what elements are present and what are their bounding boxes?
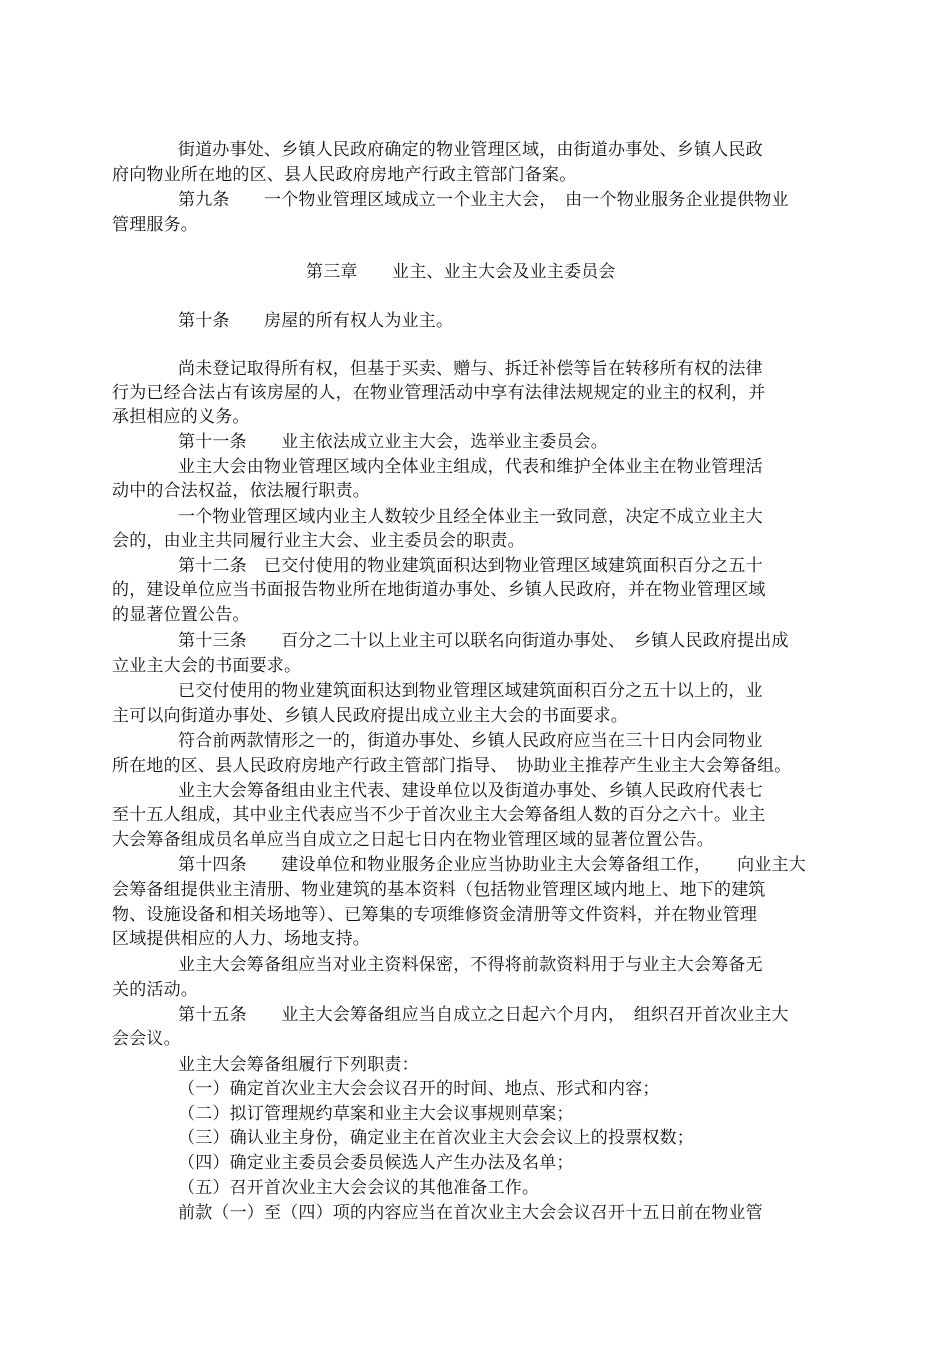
body-line: 尚未登记取得所有权，但基于买卖、赠与、拆迁补偿等旨在转移所有权的法律 xyxy=(178,359,763,379)
body-line: 会筹备组提供业主清册、物业建筑的基本资料（包括物业管理区域内地上、地下的建筑 xyxy=(112,880,766,900)
article-heading-line: 第九条 一个物业管理区域成立一个业主大会， 由一个物业服务企业提供物业 xyxy=(178,190,789,210)
body-line: 关的活动。 xyxy=(112,980,198,1000)
body-line: 业主大会筹备组应当对业主资料保密，不得将前款资料用于与业主大会筹备无 xyxy=(178,955,763,975)
body-line: 主可以向街道办事处、乡镇人民政府提出成立业主大会的书面要求。 xyxy=(112,706,628,726)
list-item: （四）确定业主委员会委员候选人产生办法及名单； xyxy=(178,1153,574,1173)
body-line: 的，建设单位应当书面报告物业所在地街道办事处、乡镇人民政府，并在物业管理区域 xyxy=(112,580,766,600)
body-line: 物、设施设备和相关场地等）、已筹集的专项维修资金清册等文件资料，并在物业管理 xyxy=(112,905,758,925)
chapter-title: 第三章 业主、业主大会及业主委员会 xyxy=(306,262,616,282)
body-line: 至十五人组成，其中业主代表应当不少于首次业主大会筹备组人数的百分之六十。业主 xyxy=(112,805,766,825)
body-line: 区域提供相应的人力、场地支持。 xyxy=(112,929,370,949)
article-heading-line: 第十二条 已交付使用的物业建筑面积达到物业管理区域建筑面积百分之五十 xyxy=(178,556,763,576)
article-heading-line: 第十条 房屋的所有权人为业主。 xyxy=(178,311,454,331)
body-line: 业主大会由物业管理区域内全体业主组成，代表和维护全体业主在物业管理活 xyxy=(178,457,763,477)
list-item: （二）拟订管理规约草案和业主大会议事规则草案； xyxy=(178,1104,574,1124)
body-line: 业主大会筹备组由业主代表、建设单位以及街道办事处、乡镇人民政府代表七 xyxy=(178,781,763,801)
body-line: 街道办事处、乡镇人民政府确定的物业管理区域，由街道办事处、乡镇人民政 xyxy=(178,140,763,160)
body-line: 动中的合法权益，依法履行职责。 xyxy=(112,481,370,501)
body-line: 立业主大会的书面要求。 xyxy=(112,656,302,676)
body-line: 府向物业所在地的区、县人民政府房地产行政主管部门备案。 xyxy=(112,165,577,185)
article-heading-line: 第十一条 业主依法成立业主大会，选举业主委员会。 xyxy=(178,432,608,452)
body-line: 会的，由业主共同履行业主大会、业主委员会的职责。 xyxy=(112,531,525,551)
article-heading-line: 第十四条 建设单位和物业服务企业应当协助业主大会筹备组工作， 向业主大 xyxy=(178,855,806,875)
body-line: 管理服务。 xyxy=(112,215,198,235)
article-heading-line: 第十三条 百分之二十以上业主可以联名向街道办事处、 乡镇人民政府提出成 xyxy=(178,631,789,651)
list-item: （一）确定首次业主大会会议召开的时间、地点、形式和内容； xyxy=(178,1079,660,1099)
list-item: （五）召开首次业主大会会议的其他准备工作。 xyxy=(178,1178,540,1198)
body-line: 大会筹备组成员名单应当自成立之日起七日内在物业管理区域的显著位置公告。 xyxy=(112,830,714,850)
body-line: 已交付使用的物业建筑面积达到物业管理区域建筑面积百分之五十以上的，业 xyxy=(178,681,763,701)
body-line: 所在地的区、县人民政府房地产行政主管部门指导、 协助业主推荐产生业主大会筹备组。 xyxy=(112,756,792,776)
body-line: 会会议。 xyxy=(112,1029,181,1049)
body-line: 一个物业管理区域内业主人数较少且经全体业主一致同意，决定不成立业主大 xyxy=(178,507,763,527)
body-line: 业主大会筹备组履行下列职责： xyxy=(178,1055,419,1075)
body-line: 符合前两款情形之一的，街道办事处、乡镇人民政府应当在三十日内会同物业 xyxy=(178,731,763,751)
body-line: 前款（一）至（四）项的内容应当在首次业主大会会议召开十五日前在物业管 xyxy=(178,1203,763,1223)
body-line: 的显著位置公告。 xyxy=(112,605,250,625)
list-item: （三）确认业主身份，确定业主在首次业主大会会议上的投票权数； xyxy=(178,1128,694,1148)
article-heading-line: 第十五条 业主大会筹备组应当自成立之日起六个月内， 组织召开首次业主大 xyxy=(178,1005,789,1025)
body-line: 行为已经合法占有该房屋的人，在物业管理活动中享有法律法规规定的业主的权利，并 xyxy=(112,383,766,403)
body-line: 承担相应的义务。 xyxy=(112,407,250,427)
